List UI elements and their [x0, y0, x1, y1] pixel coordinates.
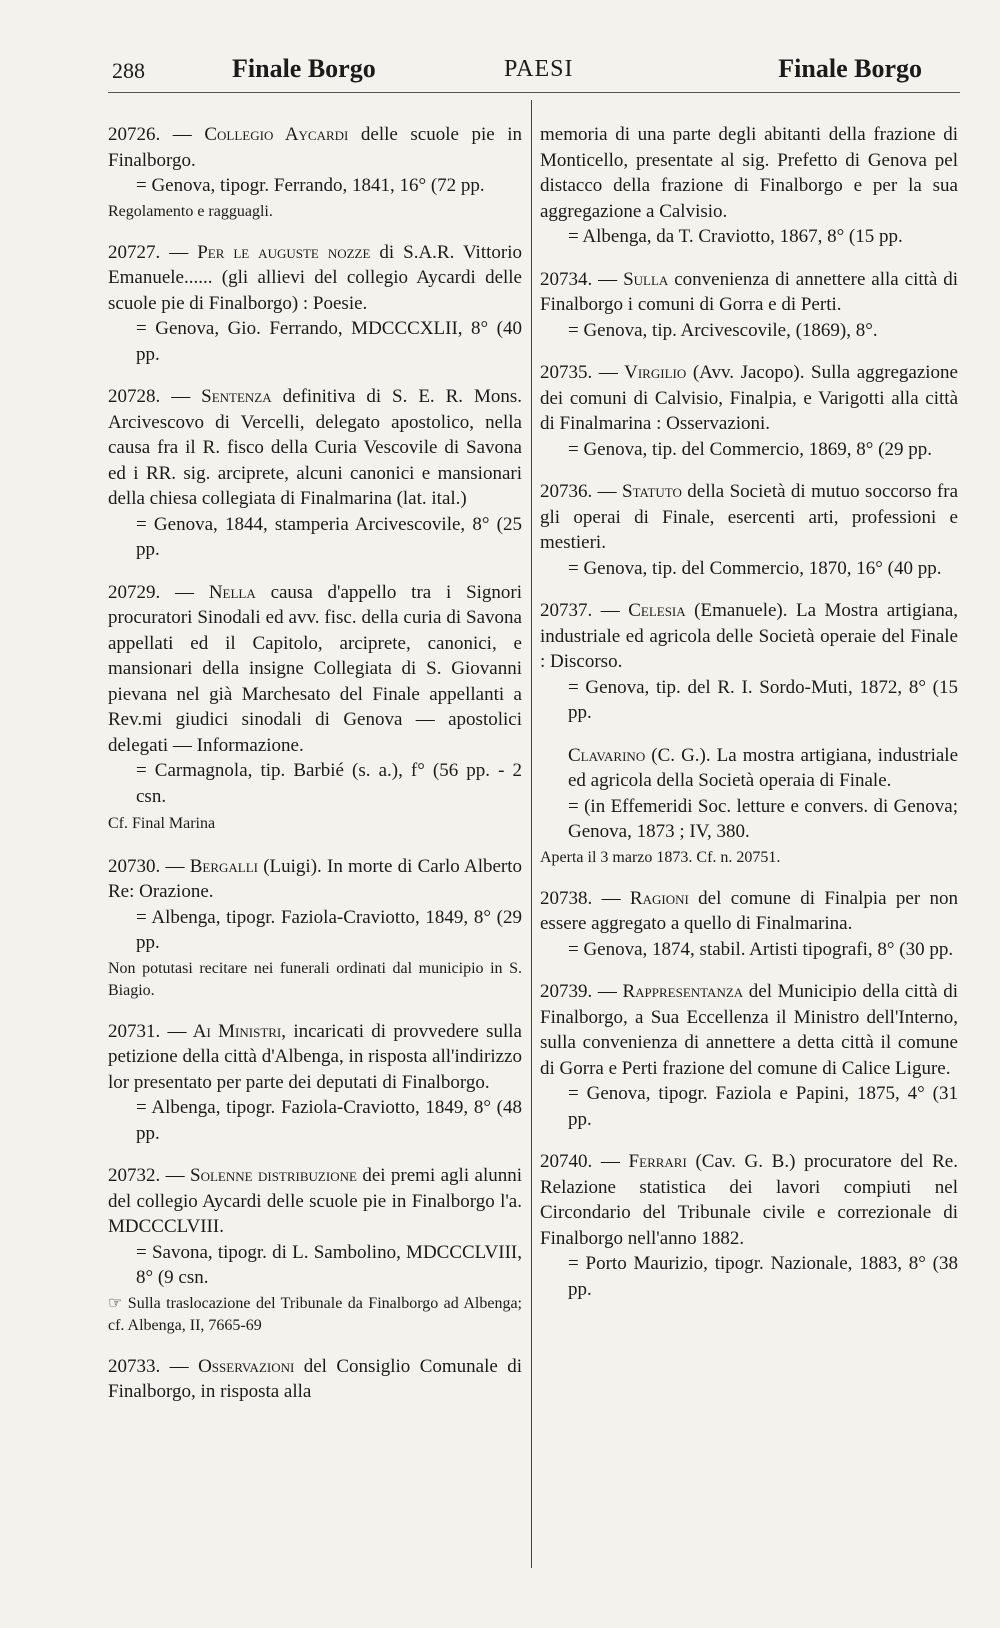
entry-number: 20740. [540, 1151, 593, 1172]
entry-heading: — Virgilio [598, 362, 687, 383]
entry-text: (Luigi). In morte di Carlo Alberto Re: Orazione. [108, 855, 523, 902]
entry-heading: — Celesia [600, 600, 686, 621]
header-center-title: PAESI [504, 56, 574, 82]
entry-text: (C. G.). La mostra artigiana, industriale ed agricola della Società operaia di Finale. [568, 744, 959, 791]
entry-note: Aperta il 3 marzo 1873. Cf. n. 20751. [540, 848, 781, 866]
entry-clavarino [540, 743, 958, 869]
entry-20731 [108, 1019, 522, 1147]
entry-number: 20727. [108, 241, 161, 263]
entry-heading: — Ferrari [600, 1151, 687, 1172]
entry-text: (Emanuele). La Mostra artigiana, industriale ed agricola delle Società operaie del Finale : Discorso. [540, 600, 959, 672]
header-right-title: Finale Borgo [778, 54, 922, 83]
entry-number: 20730. [108, 855, 161, 877]
entry-20729 [108, 580, 522, 837]
entry-20726 [108, 122, 522, 223]
entry-heading: — Nella [175, 581, 256, 603]
entry-20733-continued [540, 122, 958, 250]
entry-20734 [540, 267, 958, 344]
entry-heading: — Bergalli [165, 855, 258, 877]
entry-imprint: = Albenga, tipogr. Faziola-Craviotto, 1849, 8° (29 pp. [136, 906, 522, 953]
entry-imprint: = Savona, tipogr. di L. Sambolino, MDCCCLVIII, 8° (9 csn. [136, 1241, 522, 1288]
entry-number: 20726. [108, 124, 161, 145]
right-column [540, 122, 958, 1319]
entry-text: (Cav. G. B.) procuratore del Re. Relazione statistica dei lavori compiuti nel Circondario del Tribunale civile e correzionale di Finalborgo nell'anno 1882. [540, 1151, 958, 1249]
entry-imprint: = (in Effemeridi Soc. letture e convers. di Genova; Genova, 1873 ; IV, 380. [568, 795, 958, 842]
entry-text: convenienza di annettere alla città di Finalborgo i comuni di Gorra e di Perti. [540, 268, 959, 315]
entry-imprint: = Genova, 1874, stabil. Artisti tipografi, 8° (30 pp. [568, 938, 954, 960]
entry-imprint: = Genova, tip. del R. I. Sordo-Muti, 1872, 8° (15 pp. [568, 676, 958, 723]
entry-heading: — Solenne distribuzione [165, 1165, 357, 1186]
entry-cross-reference: Cf. Final Marina [108, 815, 216, 832]
entry-text: del comune di Finalpia per non essere aggregato a quello di Finalmarina. [540, 887, 959, 934]
entry-heading: — Sulla [598, 268, 669, 290]
entry-imprint: = Genova, tipogr. Faziola e Papini, 1875, 4° (31 pp. [568, 1083, 958, 1130]
entry-number: 20733. [108, 1355, 161, 1377]
entry-number: 20732. [108, 1165, 161, 1186]
entry-20736 [540, 479, 958, 581]
entry-imprint: = Albenga, tipogr. Faziola-Craviotto, 1849, 8° (48 pp. [136, 1097, 522, 1144]
entry-heading: — Per le auguste nozze [169, 241, 371, 263]
entry-note: Regolamento e ragguagli. [108, 202, 273, 220]
page-number: 288 [112, 58, 145, 83]
entry-20728 [108, 384, 522, 563]
entry-imprint: = Genova, Gio. Ferrando, MDCCCXLII, 8° (40 pp. [136, 318, 522, 365]
entry-imprint: = Carmagnola, tip. Barbié (s. a.), f° (56 pp. - 2 csn. [136, 760, 522, 807]
entry-imprint: = Genova, tip. del Commercio, 1869, 8° (29 pp. [568, 438, 932, 460]
header-rule [108, 92, 960, 93]
entry-text: definitiva di S. E. R. Mons. Arcivescovo di Vercelli, delegato apostolico, nella causa fra il R. fisco della Curia Vescovile di Savona ed i RR. sig. arciprete, alcuni canonici e mansionari della chiesa collegiata di Finalmarina (lat. ital.) [108, 386, 523, 509]
entry-number: 20734. [540, 268, 593, 290]
entry-text: (Avv. Jacopo). Sulla aggregazione dei comuni di Calvisio, Finalpia, e Varigotti alla città di Finalmarina : Osservazioni. [540, 362, 958, 434]
entry-number: 20728. [108, 386, 161, 407]
entry-note: Non potutasi recitare nei funerali ordinati dal municipio in S. Biagio. [108, 959, 522, 999]
entry-20733 [108, 1354, 522, 1405]
entry-heading: — Osservazioni [169, 1355, 295, 1377]
entry-number: 20738. [540, 887, 593, 909]
entry-text: del Municipio della città di Finalborgo, a Sua Eccellenza il Ministro dell'Interno, sulla convenienza di annettere a detta città il comune di Gorra e Perti frazione del comune di Calice Ligure. [540, 981, 958, 1079]
entry-number: 20735. [540, 362, 593, 383]
header-left-title: Finale Borgo [232, 54, 376, 83]
entry-20735 [540, 360, 958, 462]
entry-heading: — Statuto [597, 481, 682, 502]
entry-text: causa d'appello tra i Signori procuratori Sinodali ed avv. fisc. della curia di Savona appellati ed il Capitolo, arciprete, canonici, e mansionari della insigne Collegiata di S. Giovanni pievana nel già Marchesato del Finale appellanti a Rev.mi giudici sinodali di Genova — apostolici delegati — Informazione. [108, 581, 523, 756]
entry-text: memoria di una parte degli abitanti della frazione di Monticello, presentate al sig. Prefetto di Genova pel distacco della frazione di Finalborgo e per la sua aggregazione a Calvisio. [540, 124, 958, 222]
entry-20739 [540, 979, 958, 1132]
entry-heading: — Ragioni [601, 887, 689, 909]
entry-number: 20729. [108, 581, 161, 603]
entry-number: 20739. [540, 981, 593, 1002]
entry-imprint: = Genova, tip. del Commercio, 1870, 16° (40 pp. [568, 557, 942, 579]
entry-heading: — Rappresentanza [597, 981, 744, 1002]
left-column [108, 122, 522, 1422]
entry-text: dei premi agli alunni del collegio Aycardi delle scuole pie in Finalborgo l'a. MDCCCLVIII. [108, 1165, 522, 1237]
entry-imprint: = Genova, tip. Arcivescovile, (1869), 8°. [568, 319, 878, 341]
entry-20732 [108, 1163, 522, 1337]
entry-text: incaricati di provvedere sulla petizione della città d'Albenga, in risposta all'indirizzo lor presentato per parte dei deputati di Finalborgo. [108, 1020, 522, 1093]
entry-heading: Clavarino [568, 744, 646, 766]
entry-heading: — Ai Ministri, [167, 1020, 287, 1042]
entry-number: 20737. [540, 600, 593, 621]
entry-imprint: = Albenga, da T. Craviotto, 1867, 8° (15 pp. [568, 226, 903, 247]
entry-note: ☞ Sulla traslocazione del Tribunale da Finalborgo ad Albenga; cf. Albenga, II, 7665-69 [108, 1294, 522, 1334]
column-divider [531, 100, 532, 1568]
entry-imprint: = Genova, 1844, stamperia Arcivescovile, 8° (25 pp. [136, 513, 522, 560]
entry-number: 20731. [108, 1020, 161, 1042]
entry-20740 [540, 1149, 958, 1302]
entry-text: di S.A.R. Vittorio Emanuele...... (gli allievi del collegio Aycardi delle scuole pie di Finalborgo) : Poesie. [108, 241, 522, 314]
entry-text: delle scuole pie in Finalborgo. [108, 124, 522, 171]
entry-heading: — Collegio Aycardi [172, 124, 349, 145]
entry-imprint: = Porto Maurizio, tipogr. Nazionale, 1883, 8° (38 pp. [568, 1253, 958, 1300]
entry-20730 [108, 854, 522, 1002]
entry-heading: — Sentenza [171, 386, 272, 407]
entry-imprint: = Genova, tipogr. Ferrando, 1841, 16° (72 pp. [136, 175, 485, 196]
entry-text: del Consiglio Comunale di Finalborgo, in risposta alla [108, 1355, 522, 1402]
entry-number: 20736. [540, 481, 593, 502]
entry-20738 [540, 886, 958, 963]
entry-text: della Società di mutuo soccorso fra gli operai di Finale, esercenti arti, professioni e mestieri. [540, 481, 959, 553]
entry-20737 [540, 598, 958, 726]
entry-20727 [108, 240, 522, 368]
running-header [112, 52, 940, 92]
